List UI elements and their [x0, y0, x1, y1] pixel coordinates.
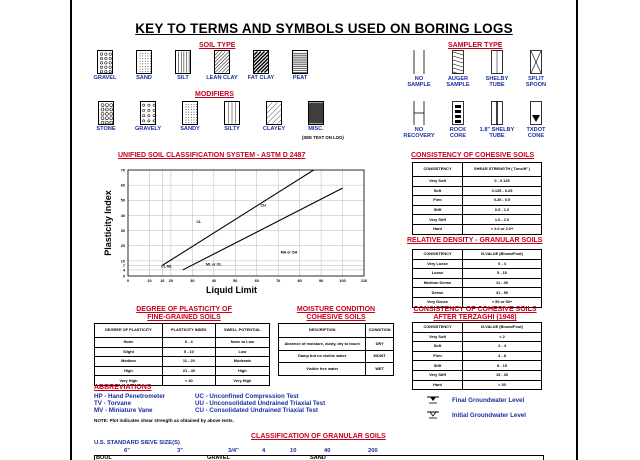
txdot-cone-icon — [530, 101, 542, 125]
table-cell: Stiff — [413, 205, 463, 215]
x-tick-label: 70 — [276, 279, 281, 283]
table-cell: Very High — [215, 376, 269, 386]
abbr-mv: MV - Miniature Vane — [94, 407, 153, 414]
table-row — [413, 278, 542, 288]
lean-clay-pattern-icon — [214, 50, 230, 74]
y-tick-label: 10 — [120, 259, 125, 264]
table-cell: Slight — [95, 347, 163, 357]
table-cell: Very Dense — [413, 297, 463, 307]
sampler-type-heading: SAMPLER TYPE — [448, 42, 503, 49]
sampler-label: ROCK CORE — [449, 127, 467, 140]
table-cell: WET — [366, 363, 394, 376]
stone-pattern-icon — [98, 101, 114, 125]
table-row — [413, 177, 542, 187]
abbreviations-left — [94, 393, 165, 414]
sieve-size: 4 — [262, 448, 266, 454]
y-axis-label: Plasticity Index — [103, 190, 113, 256]
table-cell: Low — [215, 347, 269, 357]
symbol-label: STONE — [96, 126, 116, 132]
table-cell: 31 - 50 — [463, 288, 542, 298]
table-row — [413, 351, 542, 361]
consistency-heading: CONSISTENCY OF COHESIVE SOILS — [411, 152, 535, 159]
sand-pattern-icon — [136, 50, 152, 74]
table-cell: 11 - 30 — [463, 278, 542, 288]
region-label: CL — [196, 220, 202, 224]
initial-groundwater-label: Initial Groundwater Level — [452, 412, 526, 419]
table-cell: Very Loose — [413, 259, 463, 269]
table-row — [413, 224, 542, 234]
granular-gravel: GRAVEL — [207, 455, 230, 460]
table-row — [413, 380, 542, 390]
x-tick-label: 40 — [211, 279, 216, 283]
table-row — [413, 332, 542, 342]
table-cell: 8 - 15 — [463, 361, 542, 371]
misc-note: (SEE TEXT ON LOG) — [302, 135, 344, 140]
rd-col2: N-VALUE (Blows/Foot) — [463, 250, 542, 260]
table-cell: 4 - 8 — [463, 351, 542, 361]
relative-density-table — [412, 249, 542, 308]
x-tick-label: 80 — [297, 279, 302, 283]
clayey-pattern-icon — [266, 101, 282, 125]
table-cell: High — [95, 366, 163, 376]
rock-core-icon — [452, 101, 464, 125]
table-row — [413, 196, 542, 206]
fat-clay-pattern-icon — [253, 50, 269, 74]
plasticity-col1: DEGREE OF PLASTICITY — [95, 324, 163, 338]
x-tick-label: 50 — [233, 279, 238, 283]
granular-sand: SAND — [310, 455, 326, 460]
table-row — [413, 361, 542, 371]
symbol-label: LEAN CLAY — [206, 75, 238, 81]
sieve-size: 200 — [368, 448, 378, 454]
plasticity-heading — [96, 306, 272, 322]
table-cell: > 2.0 or 2.0+ — [463, 224, 542, 234]
x-tick-label: 90 — [318, 279, 324, 283]
table-cell: Medium — [95, 357, 163, 367]
x-tick-label: 0 — [126, 279, 130, 283]
y-tick-label: 4 — [122, 268, 125, 273]
table-row — [413, 259, 542, 269]
table-cell: Soft — [413, 342, 463, 352]
sieve-size: 40 — [324, 448, 331, 454]
rd-col1: CONSISTENCY — [413, 250, 463, 260]
symbol-label: SANDY — [180, 126, 200, 132]
sampler-label: SHELBY TUBE — [485, 76, 509, 89]
table-cell: Absence of moisture, dusty, dry to touch — [279, 338, 366, 351]
modifiers-heading: MODIFIERS — [195, 91, 234, 98]
plasticity-table — [94, 323, 270, 386]
symbol-label: PEAT — [292, 75, 308, 81]
abbr-cu: CU - Consolidated Undrained Triaxial Test — [195, 407, 318, 414]
tz-col2: N-VALUE (Blows/Foot) — [463, 323, 542, 333]
table-cell: High — [215, 366, 269, 376]
sampler-label: SPLIT SPOON — [525, 76, 547, 89]
abbreviations-heading: ABBREVIATIONS — [94, 384, 152, 391]
table-cell: 0 - 4 — [162, 338, 215, 348]
table-cell: 5 - 10 — [463, 269, 542, 279]
table-cell: 0 - 0.125 — [463, 177, 542, 187]
table-row — [279, 363, 394, 376]
symbol-label: SILTY — [224, 126, 240, 132]
table-cell: 2 - 4 — [463, 342, 542, 352]
x-tick-label: 60 — [254, 279, 259, 283]
y-tick-label: 0 — [122, 274, 125, 279]
symbol-label: CLAYEY — [262, 126, 286, 132]
table-cell: > 30 — [463, 380, 542, 390]
soil-type-heading: SOIL TYPE — [199, 42, 236, 49]
U-line-line — [162, 162, 342, 265]
silt-pattern-icon — [175, 50, 191, 74]
abbreviations-note: NOTE: Plot indicates shear strength as obtained by above tests. — [94, 418, 234, 423]
table-cell: Hard — [413, 224, 463, 234]
sieve-size: 3/4" — [228, 448, 239, 454]
table-cell: Dense — [413, 288, 463, 298]
table-cell: 1.0 - 2.0 — [463, 215, 542, 225]
x-tick-label: 16 — [160, 279, 165, 283]
table-cell: 0.25 - 0.5 — [463, 196, 542, 206]
relative-density-heading: RELATIVE DENSITY - GRANULAR SOILS — [407, 237, 543, 244]
symbol-label: GRAVELY — [134, 126, 162, 132]
abbr-uc: UC - Unconfined Compression Test — [195, 393, 299, 400]
sieve-size: 6" — [124, 448, 130, 454]
table-cell: Medium Dense — [413, 278, 463, 288]
auger-sample-icon — [452, 50, 464, 74]
terzaghi-heading — [404, 306, 546, 322]
granular-heading: CLASSIFICATION OF GRANULAR SOILS — [251, 433, 386, 440]
y-tick-label: 50 — [120, 198, 125, 203]
plasticity-col3: SWELL POTENTIAL — [215, 324, 269, 338]
plasticity-heading-line2: FINE-GRAINED SOILS — [147, 314, 221, 321]
sampler-label: NO RECOVERY — [403, 127, 435, 140]
sieve-label: U.S. STANDARD SIEVE SIZE(S) — [94, 440, 180, 446]
peat-pattern-icon — [292, 50, 308, 74]
plasticity-heading-line1: DEGREE OF PLASTICITY OF — [136, 306, 232, 313]
plasticity-col2: PLASTICITY INDEX — [162, 324, 215, 338]
y-tick-label: 70 — [120, 168, 125, 173]
symbol-label: GRAVEL — [93, 75, 117, 81]
consistency-table — [412, 162, 542, 235]
sampler-label: AUGER SAMPLE — [446, 76, 470, 89]
sampler-label: 1.8" SHELBY TUBE — [479, 127, 515, 140]
groundwater-symbols — [426, 394, 440, 422]
initial-groundwater-icon — [427, 412, 439, 418]
table-cell: 15 - 30 — [463, 370, 542, 380]
table-row — [413, 342, 542, 352]
consistency-col2: SHEAR STRENGTH ( Tons/ft² ) — [463, 163, 542, 177]
terzaghi-table — [412, 322, 542, 390]
table-cell: Hard — [413, 380, 463, 390]
terzaghi-heading-line2: AFTER TERZAGHI (1948) — [433, 314, 517, 321]
x-tick-label: 10 — [147, 279, 152, 283]
y-tick-label: 7 — [122, 263, 125, 268]
granular-boulder: BOUL — [96, 455, 112, 460]
gravel-pattern-icon — [97, 50, 113, 74]
abbr-hp: HP - Hand Penetrometer — [94, 393, 166, 400]
plasticity-chart — [94, 162, 384, 302]
shelby-tube-18-icon — [491, 101, 503, 125]
final-groundwater-label: Final Groundwater Level — [452, 397, 525, 404]
abbreviations-right — [195, 393, 325, 414]
tz-col1: CONSISTENCY — [413, 323, 463, 333]
moisture-col1: DESCRIPTION — [279, 324, 366, 338]
abbr-uu: UU - Unconsolidated Undrained Triaxial Test — [195, 400, 326, 407]
y-tick-label: 40 — [120, 213, 125, 218]
sieve-size: 10 — [290, 448, 297, 454]
table-cell: None to Low — [215, 338, 269, 348]
table-row — [95, 338, 270, 348]
symbol-label: SAND — [136, 75, 152, 81]
terzaghi-heading-line1: CONSISTENCY OF COHESIVE SOILS — [413, 306, 537, 313]
table-cell: 11 - 20 — [162, 357, 215, 367]
moisture-heading-line1: MOISTURE CONDITION — [296, 306, 376, 313]
table-cell: 0.125 - 0.25 — [463, 186, 542, 196]
page-title: KEY TO TERMS AND SYMBOLS USED ON BORING LOGS — [135, 21, 513, 36]
table-cell: Damp but no visible water — [279, 350, 366, 363]
table-row — [413, 288, 542, 298]
table-cell: Very Stiff — [413, 215, 463, 225]
table-cell: Moderate — [215, 357, 269, 367]
table-cell: Firm — [413, 196, 463, 206]
table-cell: Soft — [413, 186, 463, 196]
table-cell: > 50 or 50+ — [463, 297, 542, 307]
symbol-label: MISC. — [308, 126, 324, 132]
region-label: CH — [260, 203, 266, 208]
table-cell: Very Soft — [413, 332, 463, 342]
table-cell: 0 - 4 — [463, 259, 542, 269]
no-sample-icon — [413, 50, 425, 74]
table-row — [413, 269, 542, 279]
final-groundwater-icon — [427, 397, 439, 403]
region-label: ML or OL — [205, 262, 222, 267]
table-row — [95, 347, 270, 357]
y-tick-label: 20 — [120, 244, 125, 249]
table-cell: Loose — [413, 269, 463, 279]
abbr-tv: TV - Torvane — [94, 400, 132, 407]
table-cell: Stiff — [413, 361, 463, 371]
table-cell: 5 - 10 — [162, 347, 215, 357]
sampler-label: TXDOT CONE — [526, 127, 546, 140]
table-cell: > 40 — [162, 376, 215, 386]
table-cell: DRY — [366, 338, 394, 351]
table-row — [413, 205, 542, 215]
moisture-heading-line2: COHESIVE SOILS — [306, 314, 366, 321]
no-recovery-icon — [413, 101, 425, 125]
shelby-tube-icon — [491, 50, 503, 74]
consistency-col1: CONSISTENCY — [413, 163, 463, 177]
x-tick-label: 30 — [190, 279, 195, 283]
region-label: MH or OH — [280, 250, 298, 255]
y-tick-label: 30 — [120, 228, 125, 233]
x-tick-label: 110 — [360, 279, 368, 283]
symbol-label: SILT — [177, 75, 189, 81]
y-tick-label: 60 — [120, 183, 125, 188]
table-row — [95, 357, 270, 367]
misc-pattern-icon — [308, 101, 324, 125]
sieve-size: 3" — [177, 448, 183, 454]
table-cell: Very High — [95, 376, 163, 386]
table-cell: < 2 — [463, 332, 542, 342]
table-row — [413, 370, 542, 380]
x-tick-label: 20 — [168, 279, 174, 283]
x-axis-label: Liquid Limit — [206, 285, 257, 295]
sampler-label: NO SAMPLE — [407, 76, 431, 89]
sandy-pattern-icon — [182, 101, 198, 125]
table-cell: Very Soft — [413, 177, 463, 187]
table-cell: MOIST — [366, 350, 394, 363]
x-tick-label: 100 — [339, 279, 346, 283]
table-cell: 21 - 40 — [162, 366, 215, 376]
table-cell: Very Stiff — [413, 370, 463, 380]
table-cell: 0.5 - 1.0 — [463, 205, 542, 215]
table-cell: Firm — [413, 351, 463, 361]
uscs-heading: UNIFIED SOIL CLASSIFICATION SYSTEM - ASTM D 2487 — [118, 152, 306, 159]
moisture-col2: CONDITION — [366, 324, 394, 338]
region-label: CL-ML — [161, 264, 173, 269]
split-spoon-icon — [530, 50, 542, 74]
table-row — [279, 350, 394, 363]
silty-pattern-icon — [224, 101, 240, 125]
table-row — [413, 215, 542, 225]
table-cell: None — [95, 338, 163, 348]
table-cell: Visible free water — [279, 363, 366, 376]
moisture-table — [278, 323, 394, 376]
table-row — [95, 366, 270, 376]
moisture-heading — [276, 306, 396, 322]
gravely-pattern-icon — [140, 101, 156, 125]
table-row — [413, 186, 542, 196]
symbol-label: FAT CLAY — [247, 75, 275, 81]
table-row — [279, 338, 394, 351]
